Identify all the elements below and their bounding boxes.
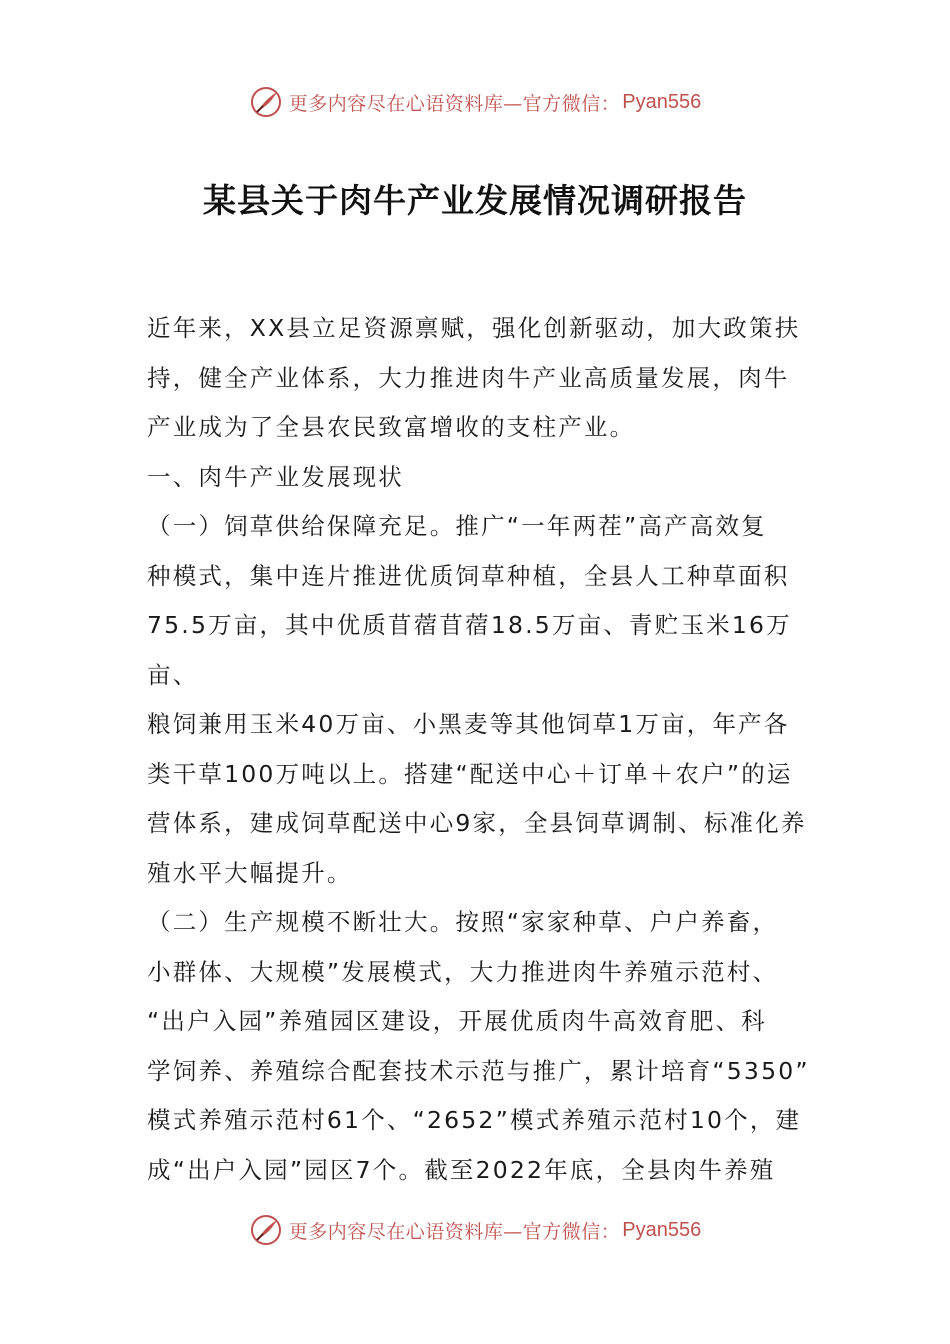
body-line: 模式养殖示范村61个、“2652”模式养殖示范村10个，建 xyxy=(147,1106,802,1134)
banner-text: 更多内容尽在心语资料库—官方微信： xyxy=(288,92,621,115)
banner-wechat-id: Pyan556 xyxy=(622,90,702,113)
body-line: 营体系，建成饲草配送中心9家，全县饲草调制、标准化养 xyxy=(147,809,807,837)
body-line: 持，健全产业体系，大力推进肉牛产业高质量发展，肉牛 xyxy=(147,363,790,392)
body-line: “出户入园”养殖园区建设，开展优质肉牛高效育肥、科 xyxy=(147,1007,767,1035)
body-line: 75.5万亩，其中优质苜蓿苜蓿18.5万亩、青贮玉米16万亩、 xyxy=(147,611,792,689)
feather-pen-icon xyxy=(249,1213,283,1247)
body-line: 成“出户入园”园区7个。截至2022年底，全县肉牛养殖 xyxy=(147,1155,776,1184)
feather-pen-icon xyxy=(249,85,283,119)
body-line: 产业成为了全县农民致富增收的支柱产业。 xyxy=(147,413,636,441)
body-line: 学饲养、养殖综合配套技术示范与推广，累计培育“5350” xyxy=(147,1056,810,1085)
body-line: 粮饲兼用玉米40万亩、小黑麦等其他饲草1万亩，年产各 xyxy=(147,710,790,738)
banner-text: 更多内容尽在心语资料库—官方微信： xyxy=(288,1220,621,1243)
banner-wechat-id: Pyan556 xyxy=(622,1218,702,1241)
body-line: 种模式，集中连片推进优质饲草种植，全县人工种草面积 xyxy=(147,561,790,590)
body-line: 近年来，XX县立足资源禀赋，强化创新驱动，加大政策扶 xyxy=(147,314,801,342)
section-heading: 一、肉牛产业发展现状 xyxy=(147,462,404,491)
document-body xyxy=(147,304,815,1195)
document-title: 某县关于肉牛产业发展情况调研报告 xyxy=(203,181,747,220)
body-line: 殖水平大幅提升。 xyxy=(147,858,353,887)
footer-watermark-banner xyxy=(0,1210,950,1250)
header-watermark-banner xyxy=(0,82,950,122)
body-line: 小群体、大规模”发展模式，大力推进肉牛养殖示范村、 xyxy=(147,957,779,986)
body-line: （一）饲草供给保障充足。推广“一年两茬”高产高效复 xyxy=(147,512,767,540)
body-line: （二）生产规模不断壮大。按照“家家种草、户户养畜， xyxy=(147,908,779,936)
body-line: 类干草100万吨以上。搭建“配送中心＋订单＋农户”的运 xyxy=(147,759,793,788)
